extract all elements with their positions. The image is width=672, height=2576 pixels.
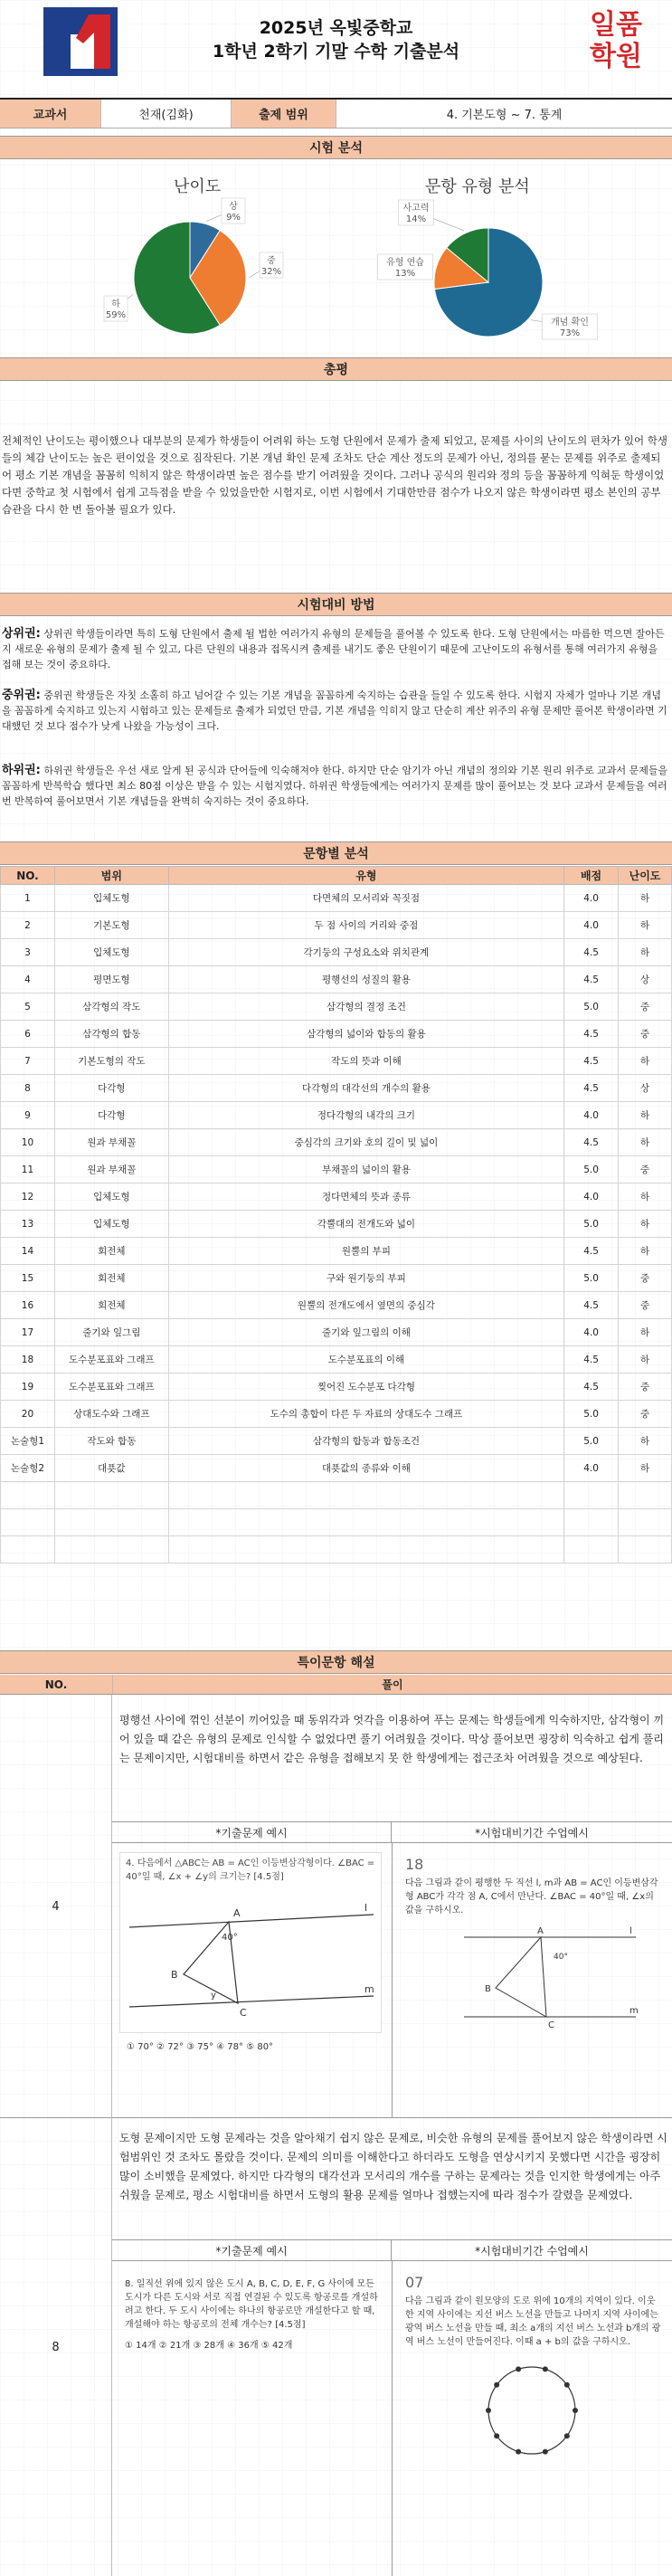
cell-difficulty: 하 <box>619 1238 672 1265</box>
cell-difficulty: 하 <box>619 1455 672 1482</box>
pie-label-개념 확인 <box>543 314 598 339</box>
table-row <box>1 939 672 966</box>
cell-range: 평면도형 <box>54 966 168 993</box>
special-item-4-labels <box>112 1821 672 1843</box>
cell-score: 4.5 <box>564 966 619 993</box>
cell-type: 도수분포표의 이해 <box>168 1346 563 1374</box>
cell-score: 4.0 <box>564 885 619 912</box>
cell-no: 3 <box>1 939 55 966</box>
title-line-2: 1학년 2학기 기말 수학 기출분석 <box>212 42 460 62</box>
special-item-4-exam-choices: ① 70° ② 72° ③ 75° ④ 78° ⑤ 80° <box>127 2042 274 2052</box>
cell-score: 5.0 <box>564 1156 619 1183</box>
special-item-4-text: 평행선 사이에 꺾인 선분이 끼어있을 때 동위각과 엇각을 이용하여 푸는 문제는 학생들에게 익숙하지만, 삼각형이 끼어 있을 때 같은 유형의 문제로 인식할 수 없었다면 풀기 어려웠을 것이다. 막상 풀어보면 굉장히 익숙하고 쉽게 풀리는 문제이지만, 시험대비를 하면서 같은 유형을 접해보지 못 한 학생에게는 접근조차 어려웠을 것으로 예상된다. <box>119 1714 665 1764</box>
cell-no: 5 <box>1 993 55 1021</box>
svg-text:59%: 59% <box>105 310 127 320</box>
cell-difficulty: 하 <box>619 1346 672 1374</box>
cell-empty <box>168 1509 563 1536</box>
cell-type: 중심각의 크기와 호의 길이 및 넓이 <box>168 1129 563 1156</box>
cell-range: 입체도형 <box>54 885 168 912</box>
cell-score: 5.0 <box>564 1265 619 1292</box>
cell-no: 8 <box>1 1075 55 1102</box>
cell-difficulty: 중 <box>619 1021 672 1048</box>
cell-range: 회전체 <box>54 1238 168 1265</box>
special-no-header: NO. <box>0 1675 112 1694</box>
cell-type: 정다각형의 내각의 크기 <box>168 1102 563 1129</box>
cell-empty <box>54 1536 168 1564</box>
cell-empty <box>168 1536 563 1564</box>
special-item-8-prep-label: *시험대비기간 수업예시 <box>475 2244 589 2258</box>
svg-text:유형 연습: 유형 연습 <box>386 258 424 268</box>
special-item-4-exam-image <box>119 1852 382 2033</box>
cell-type: 부채꼴의 넓이의 활용 <box>168 1156 563 1183</box>
region-dot <box>516 2449 521 2455</box>
cell-difficulty: 하 <box>619 1048 672 1075</box>
exam-info-row <box>0 98 672 128</box>
svg-text:l: l <box>364 1902 368 1914</box>
svg-text:B: B <box>171 1969 178 1981</box>
subject-label: 교과서 <box>0 100 101 128</box>
strategy-low-text: 하위권 학생들은 우선 새로 알게 된 공식과 단어들에 익숙해져야 한다. 하지만 단순 암기가 아닌 개념의 정의와 기본 원리 위주로 교과서 문제들을 꼼꼼하게 반복학습 했다면 최소 80점 이상은 받을 수 있는 시험지였다. 하위권 학생들에게는 여러가지 문제를 많이 풀어보는 것 보다 교과서 문제들을 여러 번 반복하여 풀어보면서 기본 개념들을 완벽히 숙지하는 것이 중요하다. <box>2 765 668 807</box>
svg-text:l: l <box>629 1926 632 1936</box>
table-row <box>1 1319 672 1346</box>
cell-type: 삼각형의 결정 조건 <box>168 993 563 1021</box>
table-row <box>1 1428 672 1455</box>
table-row <box>1 1346 672 1374</box>
cell-type: 삼각형의 넓이와 합동의 활용 <box>168 1021 563 1048</box>
cell-empty <box>168 1482 563 1509</box>
special-item-8-prep-question: 다음 그림과 같이 원모양의 도로 위에 10개의 지역이 있다. 이웃한 지역 사이에는 지선 버스 노선을 만들고 나머지 지역 사이에는 광역 버스 노선을 만들 때, 최소 a개의 지선 버스 노선과 b개의 광역 버스 노선이 만들어진다. 이때 a + b의 값을 구하시오. <box>405 2296 661 2347</box>
cell-range: 상대도수와 그래프 <box>54 1401 168 1428</box>
section-review: 총평 <box>0 357 672 381</box>
cell-no: 7 <box>1 1048 55 1075</box>
difficulty-chart <box>90 165 298 346</box>
svg-text:14%: 14% <box>405 214 427 224</box>
cell-range: 작도와 합동 <box>54 1428 168 1455</box>
table-row <box>1 1374 672 1401</box>
cell-score: 4.5 <box>564 1129 619 1156</box>
pie-label-유형 연습 <box>378 254 433 280</box>
cell-score: 5.0 <box>564 1211 619 1238</box>
region-dot <box>543 2366 548 2372</box>
cell-empty <box>619 1509 672 1536</box>
cell-range: 원과 부채꼴 <box>54 1129 168 1156</box>
parallel-triangle-diagram-icon <box>120 1896 383 2032</box>
header-score: 배점 <box>564 867 619 885</box>
table-row <box>1 1455 672 1482</box>
table-row <box>1 966 672 993</box>
strategy-mid-label: 중위권: <box>2 689 41 702</box>
cell-difficulty: 하 <box>619 1183 672 1211</box>
region-dot <box>543 2449 548 2455</box>
table-row <box>1 1021 672 1048</box>
cell-difficulty: 상 <box>619 1075 672 1102</box>
table-row <box>1 1102 672 1129</box>
table-row <box>1 1292 672 1319</box>
svg-text:13%: 13% <box>394 269 416 279</box>
special-item-4-prep-question: 다음 그림과 같이 평행한 두 직선 l, m과 AB = AC인 이등변삼각형 ABC가 각각 점 A, C에서 만난다. ∠BAC = 40°일 때, ∠x의 값을 구하시오. <box>405 1878 658 1915</box>
cell-type: 다면체의 모서리와 꼭짓점 <box>168 885 563 912</box>
special-item-4-prep <box>405 1856 663 2035</box>
cell-score: 5.0 <box>564 1428 619 1455</box>
title-line-1: 2025년 옥빛중학교 <box>259 18 413 38</box>
cell-range: 다각형 <box>54 1102 168 1129</box>
special-item-8-prep-number: 07 <box>405 2274 424 2291</box>
region-dot <box>564 2382 570 2388</box>
cell-range: 입체도형 <box>54 1183 168 1211</box>
cell-score: 4.5 <box>564 1048 619 1075</box>
cell-empty <box>564 1482 619 1509</box>
cell-type: 도수의 총합이 다른 두 자료의 상대도수 그래프 <box>168 1401 563 1428</box>
cell-score: 4.0 <box>564 1183 619 1211</box>
strategy-top-text: 상위권 학생들이라면 특히 도형 단원에서 출제 될 법한 여러가지 유형의 문제들을 풀어볼 수 있도록 한다. 도형 단원에서는 마름한 먹으면 잘아든지 새로운 유형의 문제가 출제 될 수 있고, 다른 단원의 내용과 접목시켜 출제를 내기도 좋은 단원이기 때문에 고난이도의 유형서를 통해 여러가지 유형을 접해 보는 것이 중요하다. <box>2 628 665 670</box>
cell-empty <box>54 1509 168 1536</box>
cell-range: 줄기와 잎그림 <box>54 1319 168 1346</box>
section-by-question: 문항별 분석 <box>0 841 672 865</box>
header-type: 유형 <box>168 867 563 885</box>
cell-no: 20 <box>1 1401 55 1428</box>
special-item-4-exam-question: 4. 다음에서 △ABC는 AB = AC인 이등변삼각형이다. ∠BAC = 40°일 때, ∠x + ∠y의 크기는? [4.5점] <box>126 1858 375 1882</box>
table-row <box>1 993 672 1021</box>
table-row <box>1 1265 672 1292</box>
type-pie-svg <box>353 192 606 346</box>
table-row <box>1 885 672 912</box>
svg-text:y: y <box>211 1991 216 2001</box>
cell-type: 작도의 뜻과 이해 <box>168 1048 563 1075</box>
pie-label-중 <box>260 252 283 278</box>
cell-difficulty: 중 <box>619 1292 672 1319</box>
cell-type: 대푯값의 종류와 이해 <box>168 1455 563 1482</box>
svg-text:A: A <box>233 1907 241 1919</box>
special-item-8 <box>0 2118 672 2576</box>
cell-no: 14 <box>1 1238 55 1265</box>
cell-score: 4.0 <box>564 1319 619 1346</box>
svg-text:사고력: 사고력 <box>402 204 430 214</box>
cell-no: 11 <box>1 1156 55 1183</box>
pie-label-상 <box>222 198 245 223</box>
cell-range: 기본도형 <box>54 912 168 939</box>
cell-type: 정다면체의 뜻과 종류 <box>168 1183 563 1211</box>
difficulty-chart-title: 난이도 <box>174 177 222 196</box>
cell-empty <box>1 1482 55 1509</box>
cell-no: 10 <box>1 1129 55 1156</box>
cell-score: 4.5 <box>564 1238 619 1265</box>
cell-range: 삼각형의 합동 <box>54 1021 168 1048</box>
special-item-8-no: 8 <box>0 2118 112 2576</box>
cell-range: 도수분포표와 그래프 <box>54 1374 168 1401</box>
cell-no: 19 <box>1 1374 55 1401</box>
region-dot <box>494 2433 499 2438</box>
cell-score: 4.5 <box>564 1346 619 1374</box>
table-row <box>1 1238 672 1265</box>
cell-range: 대푯값 <box>54 1455 168 1482</box>
cell-difficulty: 중 <box>619 1265 672 1292</box>
svg-text:B: B <box>485 1984 491 1994</box>
brand-line-1: 일품 <box>590 9 642 41</box>
header-no: NO. <box>1 867 55 885</box>
special-item-8-exam-choices: ① 14개 ② 21개 ③ 28개 ④ 36개 ⑤ 42개 <box>125 2341 293 2351</box>
strategy-mid-text: 중위권 학생들은 자칫 소홀히 하고 넘어갈 수 있는 기본 개념을 꼼꼼하게 숙지하는 습관을 들일 수 있도록 한다. 시험지 자체가 얼마나 기본 개념을 꼼꼼하게 숙지하고 있는지 시험하고 있는 문제들로 출제가 되었던 만큼, 기본 개념을 익히지 않고 단순히 계산 위주의 유형 문제만 풀어본 학생이라면 기대했던 것 보다 점수가 낮게 나왔을 가능성이 크다. <box>2 689 667 732</box>
strategy-top-label: 상위권: <box>2 627 41 641</box>
cell-type: 다각형의 대각선의 개수의 활용 <box>168 1075 563 1102</box>
page-header <box>0 0 672 98</box>
cell-no: 15 <box>1 1265 55 1292</box>
cell-difficulty: 하 <box>619 1319 672 1346</box>
special-item-8-exam-label: *기출문제 예시 <box>112 2240 392 2260</box>
svg-text:개념 확인: 개념 확인 <box>551 318 589 328</box>
cell-type: 원뿔의 부피 <box>168 1238 563 1265</box>
section-analysis: 시험 분석 <box>0 136 672 159</box>
cell-difficulty: 중 <box>619 1374 672 1401</box>
special-item-4-exam-label: *기출문제 예시 <box>112 1822 392 1842</box>
special-item-8-prep <box>405 2274 663 2468</box>
strategy-low-label: 하위권: <box>2 764 41 777</box>
cell-no: 13 <box>1 1211 55 1238</box>
table-header-row <box>1 867 672 885</box>
cell-no: 18 <box>1 1346 55 1374</box>
cell-no: 17 <box>1 1319 55 1346</box>
svg-text:A: A <box>537 1926 544 1936</box>
pie-label-하 <box>104 296 128 321</box>
svg-text:m: m <box>364 1983 374 1995</box>
strategy-low <box>2 763 670 809</box>
cell-difficulty: 중 <box>619 993 672 1021</box>
circle-road-diagram-icon <box>478 2356 586 2465</box>
cell-difficulty: 하 <box>619 1102 672 1129</box>
cell-range: 다각형 <box>54 1075 168 1102</box>
cell-range: 원과 부채꼴 <box>54 1156 168 1183</box>
cell-empty <box>1 1509 55 1536</box>
table-row <box>1 1401 672 1428</box>
cell-score: 4.5 <box>564 1021 619 1048</box>
strategy-top <box>2 626 670 672</box>
region-dot <box>564 2433 570 2438</box>
difficulty-pie-svg <box>90 192 298 346</box>
strategy-mid <box>2 688 670 734</box>
pie-label-사고력 <box>399 200 434 225</box>
svg-text:중: 중 <box>267 256 276 266</box>
cell-type: 각기둥의 구성요소와 위치관계 <box>168 939 563 966</box>
cell-difficulty: 상 <box>619 966 672 993</box>
cell-range: 삼각형의 작도 <box>54 993 168 1021</box>
section-strategy: 시험대비 방법 <box>0 593 672 616</box>
svg-text:9%: 9% <box>226 213 241 223</box>
svg-text:C: C <box>548 2020 554 2030</box>
cell-score: 4.5 <box>564 1374 619 1401</box>
cell-type: 삼각형의 합동과 합동조건 <box>168 1428 563 1455</box>
cell-type: 평행선의 성질의 활용 <box>168 966 563 993</box>
svg-text:상: 상 <box>229 202 238 212</box>
region-dot <box>573 2408 578 2413</box>
cell-difficulty: 중 <box>619 1156 672 1183</box>
cell-score: 4.0 <box>564 1455 619 1482</box>
header-range: 범위 <box>54 867 168 885</box>
cell-range: 회전체 <box>54 1265 168 1292</box>
special-item-4-no: 4 <box>0 1695 112 2118</box>
cell-type: 원뿔의 전개도에서 옆면의 중심각 <box>168 1292 563 1319</box>
cell-type: 줄기와 잎그림의 이해 <box>168 1319 563 1346</box>
cell-score: 4.5 <box>564 939 619 966</box>
subject-value: 천재(김화) <box>101 100 232 128</box>
table-row <box>1 1129 672 1156</box>
region-dot <box>486 2408 491 2413</box>
section-special: 특이문항 해설 <box>0 1650 672 1674</box>
cell-type: 찢어진 도수분포 다각형 <box>168 1374 563 1401</box>
cell-score: 4.5 <box>564 1075 619 1102</box>
cell-score: 4.5 <box>564 1292 619 1319</box>
cell-difficulty: 하 <box>619 1428 672 1455</box>
cell-type: 두 점 사이의 거리와 중점 <box>168 912 563 939</box>
table-row <box>1 912 672 939</box>
page-title <box>0 16 672 63</box>
svg-text:하: 하 <box>111 299 120 309</box>
special-content-header: 풀이 <box>112 1675 672 1694</box>
table-row-empty <box>1 1509 672 1536</box>
cell-difficulty: 하 <box>619 885 672 912</box>
cell-difficulty: 하 <box>619 1129 672 1156</box>
special-header-row <box>0 1675 672 1695</box>
cell-no: 논술형1 <box>1 1428 55 1455</box>
region-dot <box>494 2382 499 2388</box>
cell-range: 입체도형 <box>54 1211 168 1238</box>
table-row <box>1 1075 672 1102</box>
table-row-empty <box>1 1482 672 1509</box>
range-value: 4. 기본도형 ~ 7. 통계 <box>446 109 563 122</box>
cell-score: 4.0 <box>564 912 619 939</box>
cell-difficulty: 하 <box>619 1211 672 1238</box>
svg-text:C: C <box>240 2007 247 2019</box>
cell-score: 4.0 <box>564 1102 619 1129</box>
brand-logo <box>580 9 652 72</box>
svg-text:m: m <box>629 2006 639 2016</box>
special-item-8-text: 도형 문제이지만 도형 문제라는 것을 알아채기 쉽지 않은 문제로, 비슷한 유형의 문제를 풀어보지 않은 학생이라면 시험범위인 것 조차도 몰랐을 것이다. 문제의 의미를 이해한다고 하더라도 도형을 연상시키지 못했다면 시간을 굉장히 많이 소비했을 문제였다. 하지만 다각형의 대각선과 모서리의 개수를 구하는 문제라는 것을 인지한 학생에게는 아주 쉬웠을 문제로, 평소 시험대비를 하면서 도형의 활용 문제를 얼마나 접했는지에 따라 점수가 갈렸을 문제였다. <box>119 2132 667 2201</box>
table-row <box>1 1156 672 1183</box>
cell-empty <box>1 1536 55 1564</box>
cell-type: 구와 원기둥의 부피 <box>168 1265 563 1292</box>
cell-empty <box>619 1536 672 1564</box>
cell-no: 6 <box>1 1021 55 1048</box>
table-row <box>1 1183 672 1211</box>
special-item-8-exam <box>125 2277 385 2353</box>
cell-no: 9 <box>1 1102 55 1129</box>
type-chart-title: 문항 유형 분석 <box>425 177 530 196</box>
cell-no: 논술형2 <box>1 1455 55 1482</box>
cell-range: 입체도형 <box>54 939 168 966</box>
cell-no: 4 <box>1 966 55 993</box>
special-item-8-labels <box>112 2239 672 2261</box>
cell-score: 5.0 <box>564 993 619 1021</box>
cell-range: 기본도형의 작도 <box>54 1048 168 1075</box>
table-row-empty <box>1 1536 672 1564</box>
svg-text:73%: 73% <box>559 328 581 338</box>
cell-difficulty: 하 <box>619 912 672 939</box>
special-item-4-prep-number: 18 <box>405 1856 424 1873</box>
cell-no: 12 <box>1 1183 55 1211</box>
cell-empty <box>564 1509 619 1536</box>
cell-type: 각뿔대의 전개도와 넓이 <box>168 1211 563 1238</box>
range-label: 출제 범위 <box>232 100 336 128</box>
cell-empty <box>564 1536 619 1564</box>
brand-line-2: 학원 <box>590 41 642 72</box>
svg-text:40°: 40° <box>222 1933 238 1943</box>
review-paragraph: 전체적인 난이도는 평이했으나 대부분의 문제가 학생들이 어려워 하는 도형 단원에서 문제가 출제 되었고, 문제를 사이의 난이도의 편차가 있어 학생들의 체감 난이도는 높은 편이었을 것으로 짐작된다. 기본 개념 확인 문제 조차도 단순 계산 정도의 문제가 아닌, 정의를 묻는 문제를 위주로 출제되어 평소 기본 개념을 꼼꼼히 익히지 않은 학생이라면 높은 점수를 받기 어려웠을 것이다. 그러나 공식의 원리와 정의 등을 꼼꼼하게 익혀둔 학생이었다면 중학교 첫 시험에서 쉽게 고득점을 받을 수 있었을만한 시험지로, 이번 시험에서 기대한만큼 점수가 나오지 않은 학생이라면 평소 본인의 공부 습관을 다시 한 번 돌아볼 필요가 있다. <box>2 434 667 516</box>
cell-difficulty: 하 <box>619 939 672 966</box>
cell-difficulty: 중 <box>619 1401 672 1428</box>
table-row <box>1 1211 672 1238</box>
cell-range: 도수분포표와 그래프 <box>54 1346 168 1374</box>
header-difficulty: 난이도 <box>619 867 672 885</box>
cell-no: 2 <box>1 912 55 939</box>
special-item-4 <box>0 1695 672 2118</box>
cell-no: 16 <box>1 1292 55 1319</box>
cell-range: 회전체 <box>54 1292 168 1319</box>
question-table <box>0 866 672 1564</box>
svg-text:32%: 32% <box>260 267 282 277</box>
svg-text:40°: 40° <box>554 1953 568 1962</box>
cell-score: 5.0 <box>564 1401 619 1428</box>
cell-empty <box>54 1482 168 1509</box>
table-row <box>1 1048 672 1075</box>
cell-empty <box>619 1482 672 1509</box>
special-item-4-prep-label: *시험대비기간 수업예시 <box>475 1826 589 1839</box>
prep-triangle-diagram-icon <box>459 1923 640 2031</box>
type-chart <box>353 165 606 346</box>
cell-no: 1 <box>1 885 55 912</box>
region-dot <box>516 2366 521 2372</box>
special-item-8-exam-question: 8. 일직선 위에 있지 않은 도시 A, B, C, D, E, F, G 사이에 모든 도시가 다른 도시와 서로 직접 연결된 수 있도록 항공로를 개설하려고 한다. 두 도시 사이에는 하나의 항공로만 개설한다고 할 때, 개설해야 하는 항공로의 전체 개수는? [4.5점] <box>125 2279 378 2330</box>
